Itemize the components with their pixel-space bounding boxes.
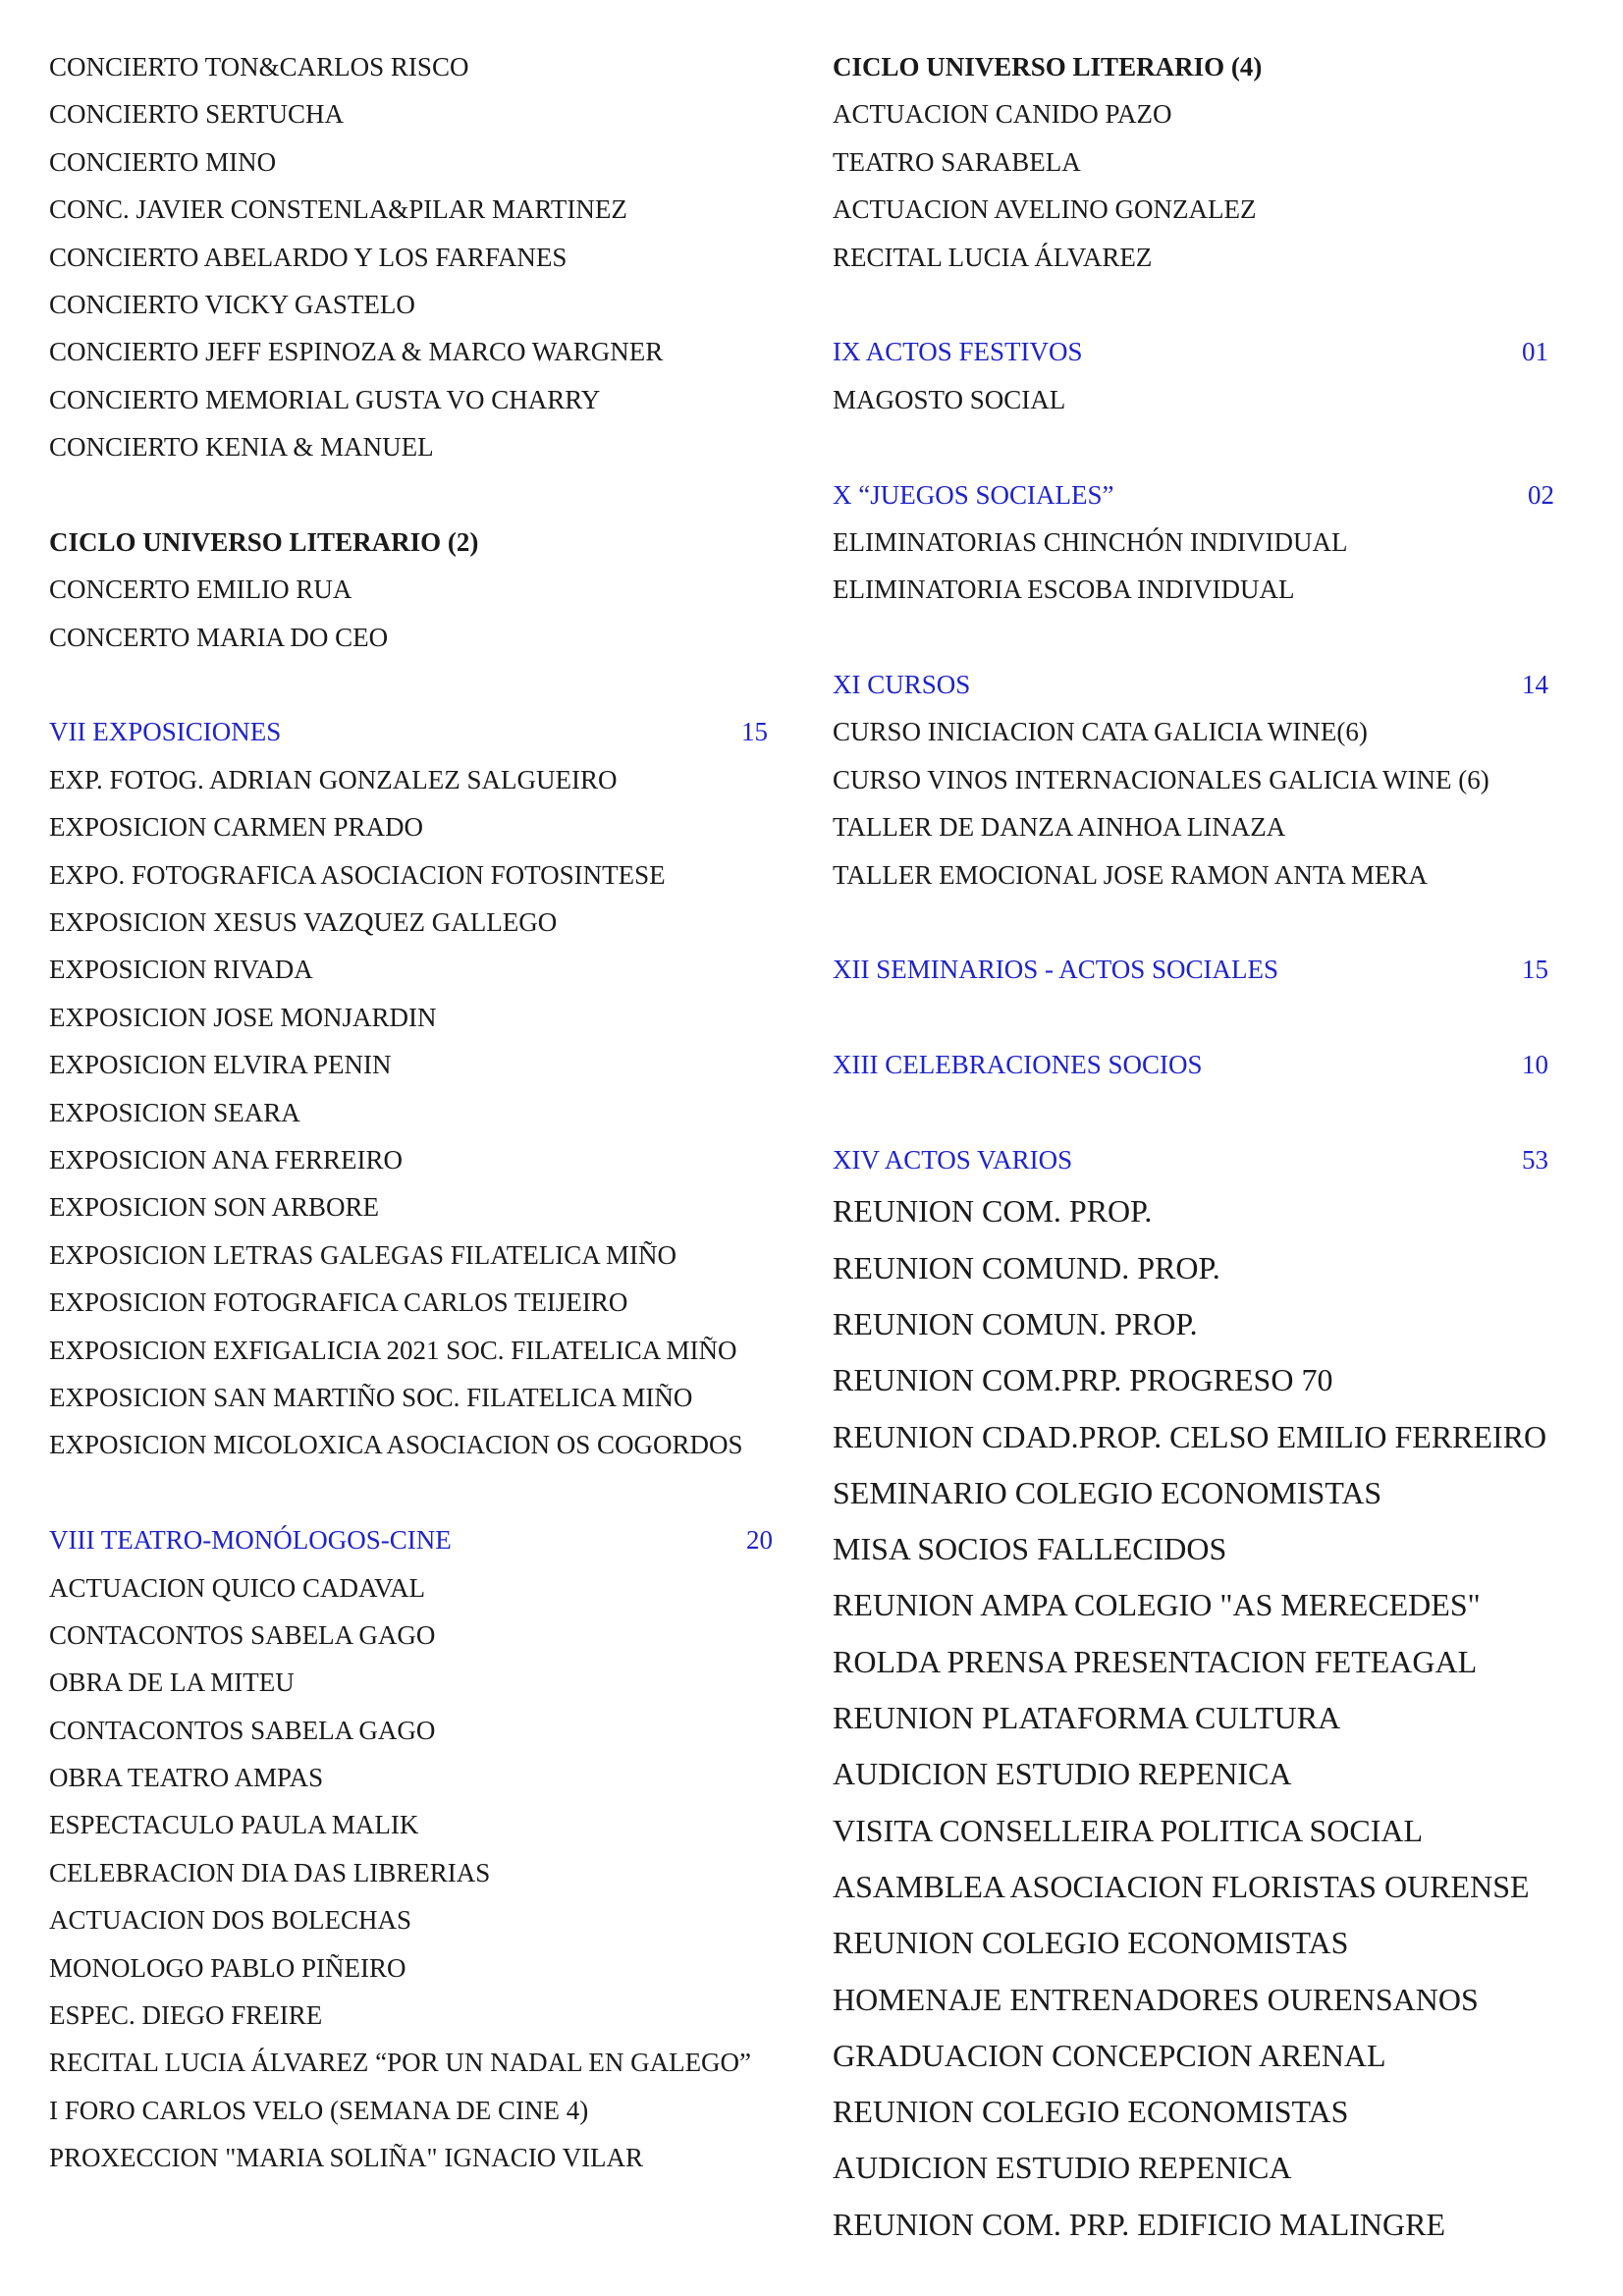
list-item: REUNION COM.PRP. PROGRESO 70: [833, 1362, 1333, 1398]
list-item: EXPOSICION LETRAS GALEGAS FILATELICA MIÑO: [49, 1239, 676, 1270]
list-item: VISITA CONSELLEIRA POLITICA SOCIAL: [833, 1812, 1423, 1848]
list-item: TALLER EMOCIONAL JOSE RAMON ANTA MERA: [833, 859, 1428, 890]
list-item: ACTUACION QUICO CADAVAL: [49, 1572, 426, 1603]
list-item: REUNION COM. PROP.: [833, 1193, 1153, 1230]
list-item: CURSO INICIACION CATA GALICIA WINE(6): [833, 717, 1368, 747]
list-item: AUDICION ESTUDIO REPENICA: [833, 1756, 1292, 1792]
list-item: CURSO VINOS INTERNACIONALES GALICIA WINE (6): [833, 764, 1489, 794]
celebraciones-count: 10: [1522, 1050, 1548, 1080]
list-item: CONC. JAVIER CONSTENLA&PILAR MARTINEZ: [49, 194, 627, 225]
list-item: TEATRO SARABELA: [833, 146, 1081, 177]
list-item: REUNION PLATAFORMA CULTURA: [833, 1700, 1341, 1736]
list-item: RECITAL LUCIA ÁLVAREZ: [833, 242, 1153, 272]
seminarios-heading: [833, 946, 1598, 993]
list-item: ELIMINATORIA ESCOBA INDIVIDUAL: [833, 574, 1295, 605]
list-item: REUNION COLEGIO ECONOMISTAS: [833, 2094, 1349, 2130]
ciclo-2-list: [49, 566, 805, 661]
varios-list: [833, 1183, 1598, 2253]
varios-heading: [833, 1136, 1598, 1183]
list-item: EXPOSICION EXFIGALICIA 2021 SOC. FILATELICA MIÑO: [49, 1335, 737, 1365]
teatro-count: 20: [746, 1525, 773, 1556]
celebraciones-title: XIII CELEBRACIONES SOCIOS: [833, 1050, 1203, 1080]
list-item: CONCIERTO MEMORIAL GUSTA VO CHARRY: [49, 384, 601, 414]
exposiciones-count: 15: [741, 717, 768, 747]
list-item: MONOLOGO PABLO PIÑEIRO: [49, 1952, 406, 1983]
list-item: EXPOSICION CARMEN PRADO: [49, 812, 424, 843]
varios-count: 53: [1522, 1144, 1548, 1175]
list-item: REUNION COM. PRP. EDIFICIO MALINGRE: [833, 2206, 1446, 2242]
list-item: OBRA DE LA MITEU: [49, 1667, 295, 1698]
list-item: EXPOSICION JOSE MONJARDIN: [49, 1002, 437, 1032]
exposiciones-list: [49, 756, 805, 1469]
left-column: [49, 43, 805, 2182]
list-item: TALLER DE DANZA AINHOA LINAZA: [833, 812, 1286, 843]
cursos-heading: [833, 661, 1598, 708]
exposiciones-title: VII EXPOSICIONES: [49, 717, 282, 747]
list-item: AUDICION ESTUDIO REPENICA: [833, 2150, 1292, 2186]
celebraciones-heading: [833, 1041, 1598, 1088]
list-item: EXPOSICION SAN MARTIÑO SOC. FILATELICA MIÑO: [49, 1382, 693, 1412]
list-item: ELIMINATORIAS CHINCHÓN INDIVIDUAL: [833, 526, 1348, 557]
juegos-heading: [833, 471, 1598, 519]
teatro-list: [49, 1564, 805, 2182]
teatro-heading: [49, 1516, 805, 1563]
list-item: PROXECCION "MARIA SOLIÑA" IGNACIO VILAR: [49, 2143, 644, 2173]
ciclo-2-title: CICLO UNIVERSO LITERARIO (2): [49, 526, 479, 557]
ciclo-4-list: [833, 90, 1598, 281]
list-item: REUNION COLEGIO ECONOMISTAS: [833, 1925, 1349, 1961]
juegos-count: 02: [1528, 479, 1554, 510]
list-item: RECITAL LUCIA ÁLVAREZ “POR UN NADAL EN GALEGO”: [49, 2048, 752, 2078]
list-item: HOMENAJE ENTRENADORES OURENSANOS: [833, 1981, 1479, 2017]
list-item: CONCIERTO JEFF ESPINOZA & MARCO WARGNER: [49, 337, 664, 367]
list-item: EXPOSICION MICOLOXICA ASOCIACION OS COGORDOS: [49, 1430, 743, 1460]
festivos-list: [833, 376, 1598, 423]
list-item: ESPECTACULO PAULA MALIK: [49, 1810, 419, 1840]
list-item: ACTUACION DOS BOLECHAS: [49, 1905, 412, 1936]
list-item: EXPO. FOTOGRAFICA ASOCIACION FOTOSINTESE: [49, 859, 666, 890]
list-item: I FORO CARLOS VELO (SEMANA DE CINE 4): [49, 2095, 589, 2125]
list-item: CONCIERTO MINO: [49, 146, 277, 177]
list-item: CELEBRACION DIA DAS LIBRERIAS: [49, 1857, 491, 1887]
list-item: EXPOSICION SON ARBORE: [49, 1192, 380, 1223]
list-item: ASAMBLEA ASOCIACION FLORISTAS OURENSE: [833, 1868, 1530, 1904]
list-item: EXP. FOTOG. ADRIAN GONZALEZ SALGUEIRO: [49, 764, 618, 794]
cursos-list: [833, 708, 1598, 899]
seminarios-count: 15: [1522, 955, 1548, 985]
list-item: EXPOSICION ANA FERREIRO: [49, 1144, 404, 1175]
list-item: CONTACONTOS SABELA GAGO: [49, 1619, 436, 1650]
cursos-count: 14: [1522, 670, 1548, 700]
exposiciones-heading: [49, 708, 805, 755]
list-item: CONCIERTO KENIA & MANUEL: [49, 432, 434, 463]
festivos-heading: [833, 328, 1598, 375]
list-item: CONCIERTO TON&CARLOS RISCO: [49, 52, 469, 82]
juegos-list: [833, 519, 1598, 614]
list-item: OBRA TEATRO AMPAS: [49, 1763, 324, 1793]
seminarios-title: XII SEMINARIOS - ACTOS SOCIALES: [833, 955, 1279, 985]
cursos-title: XI CURSOS: [833, 670, 971, 700]
list-item: MAGOSTO SOCIAL: [833, 384, 1066, 414]
list-item: ACTUACION CANIDO PAZO: [833, 99, 1172, 130]
list-item: ACTUACION AVELINO GONZALEZ: [833, 194, 1257, 225]
list-item: REUNION COMUND. PROP.: [833, 1249, 1220, 1285]
list-item: EXPOSICION SEARA: [49, 1097, 300, 1127]
list-item: CONCIERTO VICKY GASTELO: [49, 289, 415, 319]
list-item: EXPOSICION XESUS VAZQUEZ GALLEGO: [49, 907, 558, 938]
list-item: CONCERTO EMILIO RUA: [49, 574, 352, 605]
juegos-title: X “JUEGOS SOCIALES”: [833, 479, 1114, 510]
list-item: ROLDA PRENSA PRESENTACION FETEAGAL: [833, 1643, 1478, 1679]
list-item: CONTACONTOS SABELA GAGO: [49, 1715, 436, 1745]
varios-title: XIV ACTOS VARIOS: [833, 1144, 1073, 1175]
list-item: CONCIERTO ABELARDO Y LOS FARFANES: [49, 242, 568, 272]
list-item: EXPOSICION RIVADA: [49, 955, 313, 985]
list-item: CONCIERTO SERTUCHA: [49, 99, 345, 130]
right-column: [833, 43, 1598, 2253]
list-item: SEMINARIO COLEGIO ECONOMISTAS: [833, 1474, 1382, 1510]
list-item: EXPOSICION ELVIRA PENIN: [49, 1050, 392, 1080]
list-item: MISA SOCIOS FALLECIDOS: [833, 1531, 1227, 1567]
teatro-title: VIII TEATRO-MONÓLOGOS-CINE: [49, 1525, 452, 1556]
list-item: REUNION CDAD.PROP. CELSO EMILIO FERREIRO: [833, 1418, 1547, 1454]
list-item: REUNION COMUN. PROP.: [833, 1305, 1198, 1341]
ciclo-4-title: CICLO UNIVERSO LITERARIO (4): [833, 52, 1263, 82]
festivos-count: 01: [1522, 337, 1548, 367]
festivos-title: IX ACTOS FESTIVOS: [833, 337, 1083, 367]
conciertos-list: [49, 43, 805, 471]
list-item: CONCERTO MARIA DO CEO: [49, 622, 389, 652]
list-item: GRADUACION CONCEPCION ARENAL: [833, 2037, 1386, 2073]
list-item: REUNION AMPA COLEGIO "AS MERECEDES": [833, 1587, 1481, 1623]
list-item: EXPOSICION FOTOGRAFICA CARLOS TEIJEIRO: [49, 1287, 628, 1318]
list-item: ESPEC. DIEGO FREIRE: [49, 2000, 323, 2031]
